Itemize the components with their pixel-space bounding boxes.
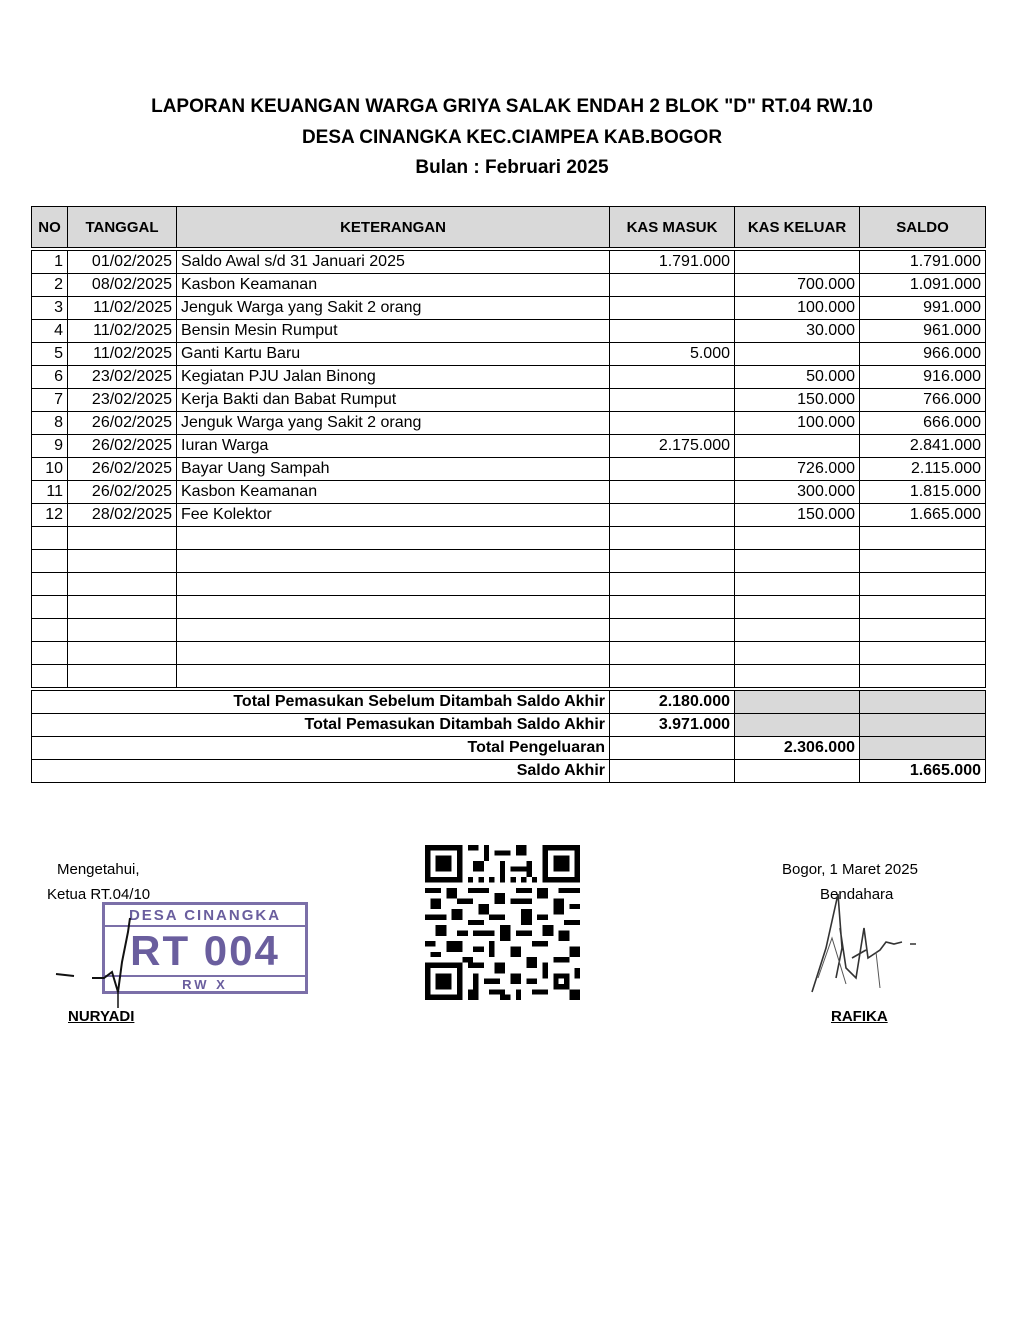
col-header-keterangan: KETERANGAN — [177, 207, 610, 250]
empty-row — [32, 573, 986, 596]
qr-code-icon — [424, 845, 581, 1000]
cell-kas-keluar: 150.000 — [735, 504, 860, 527]
cell-kas-masuk: 1.791.000 — [610, 249, 735, 274]
cell-saldo: 1.665.000 — [860, 504, 986, 527]
table-row — [32, 320, 986, 343]
cell-no: 4 — [32, 320, 68, 343]
cell-keterangan: Kegiatan PJU Jalan Binong — [177, 366, 610, 389]
cell-tanggal: 26/02/2025 — [68, 412, 177, 435]
report-period: Bulan : Februari 2025 — [415, 157, 609, 178]
signature-left-caption: Mengetahui, — [57, 861, 140, 878]
table-row — [32, 458, 986, 481]
cell-kas-masuk — [610, 458, 735, 481]
cell-kas-masuk — [610, 297, 735, 320]
total-value: 2.180.000 — [610, 689, 735, 714]
cell-no: 11 — [32, 481, 68, 504]
cell-saldo: 1.791.000 — [860, 249, 986, 274]
cell-keterangan: Kasbon Keamanan — [177, 481, 610, 504]
cell-kas-keluar — [735, 249, 860, 274]
cell-kas-masuk — [610, 412, 735, 435]
cell-kas-masuk — [610, 504, 735, 527]
cell-kas-masuk — [610, 481, 735, 504]
cell-no: 2 — [32, 274, 68, 297]
table-row — [32, 412, 986, 435]
signature-left-role: Ketua RT.04/10 — [47, 886, 151, 903]
cell-saldo: 961.000 — [860, 320, 986, 343]
cell-no: 7 — [32, 389, 68, 412]
cell-kas-keluar: 300.000 — [735, 481, 860, 504]
cell-keterangan: Bensin Mesin Rumput — [177, 320, 610, 343]
empty-row — [32, 665, 986, 690]
col-header-kas-keluar: KAS KELUAR — [735, 207, 860, 250]
cell-keterangan: Saldo Awal s/d 31 Januari 2025 — [177, 249, 610, 274]
total-value: 3.971.000 — [610, 714, 735, 737]
cell-saldo: 991.000 — [860, 297, 986, 320]
stamp-main-text: RT 004 — [105, 925, 305, 977]
signature-right-scribble — [806, 888, 926, 998]
total-label: Saldo Akhir — [32, 760, 610, 783]
cell-kas-keluar — [735, 435, 860, 458]
cell-no: 9 — [32, 435, 68, 458]
table-row — [32, 481, 986, 504]
total-row-saldo-akhir — [32, 760, 986, 783]
col-header-saldo: SALDO — [860, 207, 986, 250]
total-label: Total Pengeluaran — [32, 737, 610, 760]
signature-left-name: NURYADI — [68, 1008, 135, 1025]
cell-saldo: 2.841.000 — [860, 435, 986, 458]
empty-row — [32, 527, 986, 550]
table-row — [32, 297, 986, 320]
table-row — [32, 366, 986, 389]
cell-kas-keluar: 700.000 — [735, 274, 860, 297]
cell-tanggal: 11/02/2025 — [68, 297, 177, 320]
table-row — [32, 274, 986, 297]
cell-kas-masuk — [610, 274, 735, 297]
total-row-pengeluaran — [32, 737, 986, 760]
cell-kas-keluar: 726.000 — [735, 458, 860, 481]
cell-saldo: 2.115.000 — [860, 458, 986, 481]
cell-tanggal: 23/02/2025 — [68, 389, 177, 412]
report-title: LAPORAN KEUANGAN WARGA GRIYA SALAK ENDAH 2 BLOK "D" RT.04 RW.10 — [151, 96, 873, 117]
cell-keterangan: Iuran Warga — [177, 435, 610, 458]
cell-no: 1 — [32, 249, 68, 274]
total-label: Total Pemasukan Sebelum Ditambah Saldo Akhir — [32, 689, 610, 714]
cell-kas-keluar: 30.000 — [735, 320, 860, 343]
cell-tanggal: 28/02/2025 — [68, 504, 177, 527]
col-header-no: NO — [32, 207, 68, 250]
cell-kas-keluar — [735, 343, 860, 366]
cell-tanggal: 08/02/2025 — [68, 274, 177, 297]
cell-saldo: 666.000 — [860, 412, 986, 435]
signature-left-scribble — [52, 912, 142, 1012]
signature-right-role: Bendahara — [820, 886, 894, 903]
empty-row — [32, 596, 986, 619]
cell-kas-masuk: 2.175.000 — [610, 435, 735, 458]
cell-kas-keluar: 100.000 — [735, 297, 860, 320]
empty-row — [32, 619, 986, 642]
signature-right-date: Bogor, 1 Maret 2025 — [782, 861, 918, 878]
cell-saldo: 966.000 — [860, 343, 986, 366]
table-row — [32, 343, 986, 366]
cell-kas-keluar: 50.000 — [735, 366, 860, 389]
cell-tanggal: 01/02/2025 — [68, 249, 177, 274]
cell-tanggal: 26/02/2025 — [68, 458, 177, 481]
cell-kas-masuk: 5.000 — [610, 343, 735, 366]
empty-row — [32, 550, 986, 573]
total-row-pemasukan-ditambah — [32, 714, 986, 737]
total-value: 2.306.000 — [735, 737, 860, 760]
cell-kas-keluar: 150.000 — [735, 389, 860, 412]
cell-tanggal: 26/02/2025 — [68, 435, 177, 458]
report-subtitle: DESA CINANGKA KEC.CIAMPEA KAB.BOGOR — [301, 127, 723, 148]
cell-kas-masuk — [610, 366, 735, 389]
table-row — [32, 249, 986, 274]
cell-no: 5 — [32, 343, 68, 366]
cell-no: 10 — [32, 458, 68, 481]
cell-kas-masuk — [610, 389, 735, 412]
cell-tanggal: 23/02/2025 — [68, 366, 177, 389]
table-row — [32, 435, 986, 458]
cell-no: 8 — [32, 412, 68, 435]
signature-right-name: RAFIKA — [831, 1008, 888, 1025]
cell-no: 3 — [32, 297, 68, 320]
cell-kas-keluar: 100.000 — [735, 412, 860, 435]
total-value: 1.665.000 — [860, 760, 986, 783]
cell-keterangan: Jenguk Warga yang Sakit 2 orang — [177, 297, 610, 320]
cell-keterangan: Ganti Kartu Baru — [177, 343, 610, 366]
cell-keterangan: Kerja Bakti dan Babat Rumput — [177, 389, 610, 412]
table-row — [32, 389, 986, 412]
table-header-row — [32, 207, 986, 250]
cell-keterangan: Jenguk Warga yang Sakit 2 orang — [177, 412, 610, 435]
cell-kas-masuk — [610, 320, 735, 343]
total-row-pemasukan-sebelum — [32, 689, 986, 714]
cell-saldo: 1.091.000 — [860, 274, 986, 297]
ledger-table — [31, 206, 986, 783]
cell-keterangan: Bayar Uang Sampah — [177, 458, 610, 481]
cell-no: 12 — [32, 504, 68, 527]
stamp-top-text: DESA CINANGKA — [128, 907, 282, 924]
cell-saldo: 1.815.000 — [860, 481, 986, 504]
stamp-bottom-text: RW X — [182, 977, 228, 992]
cell-no: 6 — [32, 366, 68, 389]
empty-row — [32, 642, 986, 665]
cell-keterangan: Fee Kolektor — [177, 504, 610, 527]
col-header-kas-masuk: KAS MASUK — [610, 207, 735, 250]
cell-tanggal: 11/02/2025 — [68, 320, 177, 343]
cell-saldo: 766.000 — [860, 389, 986, 412]
total-label: Total Pemasukan Ditambah Saldo Akhir — [32, 714, 610, 737]
table-row — [32, 504, 986, 527]
cell-keterangan: Kasbon Keamanan — [177, 274, 610, 297]
col-header-tanggal: TANGGAL — [68, 207, 177, 250]
cell-saldo: 916.000 — [860, 366, 986, 389]
cell-tanggal: 26/02/2025 — [68, 481, 177, 504]
cell-tanggal: 11/02/2025 — [68, 343, 177, 366]
